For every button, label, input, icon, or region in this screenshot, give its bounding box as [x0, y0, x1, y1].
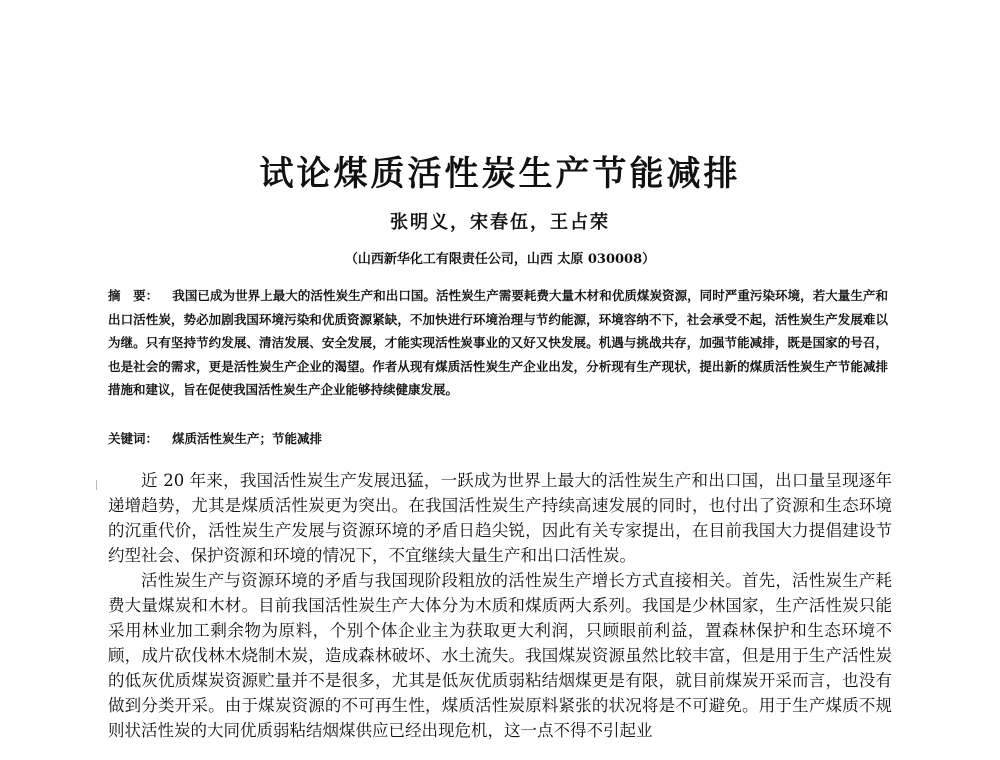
affiliation: （山西新华化工有限责任公司，山西 太原 030008） — [344, 252, 656, 267]
paragraph: 近 20 年来，我国活性炭生产发展迅猛，一跃成为世界上最大的活性炭生产和出口国，出口量呈现逐年递增趋势，尤其是煤质活性炭更为突出。在我国活性炭生产持续高速发展的同时，也付出了资源和生态环境的沉重代价，活性炭生产发展与资源环境的矛盾日趋尖锐，因此有关专家提出，在目前我国大力提倡建设节约型社会、保护资源和环境的情况下，不宜继续大量生产和出口活性炭。 — [108, 471, 892, 565]
keywords-label: 关键词： — [108, 431, 159, 446]
body-text — [108, 468, 892, 743]
paragraph: 活性炭生产与资源环境的矛盾与我国现阶段粗放的活性炭生产增长方式直接相关。首先，活性炭生产耗费大量煤炭和木材。目前我国活性炭生产大体分为木质和煤质两大系列。我国是少林国家，生产活性炭只能采用林业加工剩余物为原料，个别个体企业主为获取更大利润，只顾眼前利益，置森林保护和生态环境不顾，成片砍伐林木烧制木炭，造成森林破坏、水土流失。我国煤炭资源虽然比较丰富，但是用于生产活性炭的低灰优质煤炭资源贮量并不是很多，尤其是低灰优质弱粘结烟煤更是有限，就目前煤炭开采而言，也没有做到分类开采。由于煤炭资源的不可再生性，煤质活性炭原料紧张的状况将是不可避免。用于生产煤质不规则状活性炭的大同优质弱粘结烟煤供应已经出现危机，这一点不得不引起业 — [108, 571, 892, 740]
margin-mark — [96, 480, 97, 490]
keywords — [108, 427, 888, 450]
abstract-text: 我国已成为世界上最大的活性炭生产和出口国。活性炭生产需要耗费大量木材和优质煤炭资源，同时严重污染环境，若大量生产和出口活性炭，势必加剧我国环境污染和优质资源紧缺，不加快进行环境治理与节约能源，环境容纳不下，社会承受不起，活性炭生产发展难以为继。只有坚持节约发展、清洁发展、安全发展，才能实现活性炭事业的又好又快发展。机遇与挑战共存，加强节能减排，既是国家的号召，也是社会的需求，更是活性炭生产企业的渴望。作者从现有煤质活性炭生产企业出发，分析现有生产现状，提出新的煤质活性炭生产节能减排措施和建议，旨在促使我国活性炭生产企业能够持续健康发展。 — [108, 288, 888, 397]
abstract — [108, 284, 888, 402]
paper-title: 试论煤质活性炭生产节能减排 — [259, 154, 741, 194]
author-list: 张明义，宋春伍，王占荣 — [390, 212, 610, 233]
abstract-label: 摘 要： — [108, 288, 159, 303]
keywords-text: 煤质活性炭生产；节能减排 — [172, 431, 323, 446]
